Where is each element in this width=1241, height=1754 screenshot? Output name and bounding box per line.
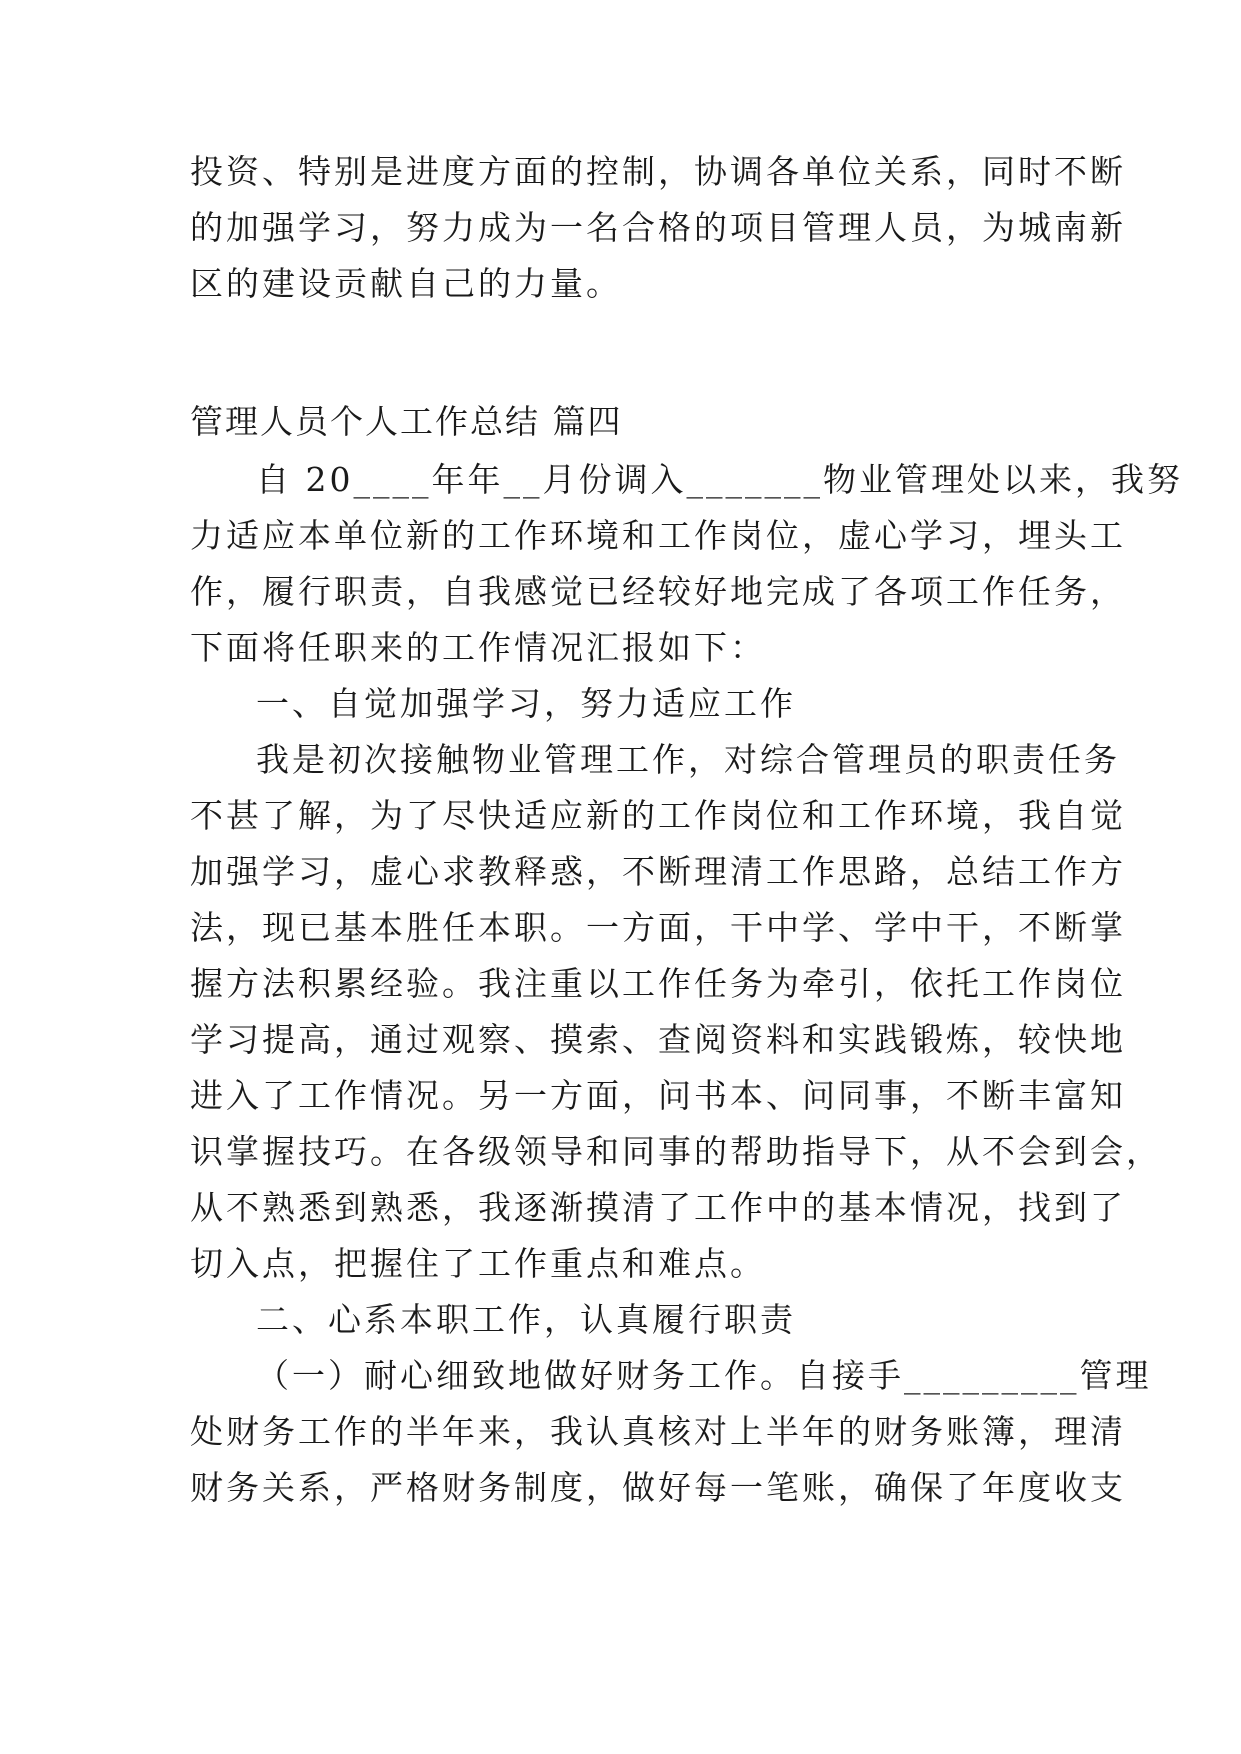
body-line-7: 不甚了解，为了尽快适应新的工作岗位和工作环境，我自觉	[190, 796, 1126, 835]
body-line-3: 作，履行职责，自我感觉已经较好地完成了各项工作任务，	[190, 572, 1126, 611]
body-heading-1: 一、自觉加强学习，努力适应工作	[256, 684, 796, 723]
body-line-6: 我是初次接触物业管理工作，对综合管理员的职责任务	[256, 740, 1120, 779]
body-line-11: 学习提高，通过观察、摸索、查阅资料和实践锻炼，较快地	[190, 1020, 1126, 1059]
body-line-4: 下面将任职来的工作情况汇报如下：	[190, 628, 766, 667]
intro-line-2: 的加强学习，努力成为一名合格的项目管理人员，为城南新	[190, 208, 1126, 247]
body-line-10: 握方法积累经验。我注重以工作任务为牵引，依托工作岗位	[190, 964, 1126, 1003]
body-line-13: 识掌握技巧。在各级领导和同事的帮助指导下，从不会到会，	[190, 1132, 1162, 1171]
body-line-17: （一）耐心细致地做好财务工作。自接手_________管理	[256, 1356, 1152, 1395]
body-heading-2: 二、心系本职工作，认真履行职责	[256, 1300, 796, 1339]
section-title-block	[190, 394, 1070, 450]
body-line-19: 财务关系，严格财务制度，做好每一笔账，确保了年度收支	[190, 1468, 1126, 1507]
body-line-9: 法，现已基本胜任本职。一方面，干中学、学中干，不断掌	[190, 908, 1126, 947]
intro-paragraph	[190, 144, 1126, 312]
body-line-14: 从不熟悉到熟悉，我逐渐摸清了工作中的基本情况，找到了	[190, 1188, 1126, 1227]
body-line-18: 处财务工作的半年来，我认真核对上半年的财务账簿，理清	[190, 1412, 1126, 1451]
section-title: 管理人员个人工作总结 篇四	[190, 402, 623, 441]
body-line-12: 进入了工作情况。另一方面，问书本、问同事，不断丰富知	[190, 1076, 1126, 1115]
intro-line-3: 区的建设贡献自己的力量。	[190, 264, 622, 303]
body-line-1: 自 20____年年__月份调入_______物业管理处以来，我努	[256, 460, 1183, 499]
body-line-8: 加强学习，虚心求教释惑，不断理清工作思路，总结工作方	[190, 852, 1126, 891]
intro-line-1: 投资、特别是进度方面的控制，协调各单位关系，同时不断	[190, 152, 1126, 191]
body-text	[190, 452, 1183, 1516]
body-line-15: 切入点，把握住了工作重点和难点。	[190, 1244, 766, 1283]
body-line-2: 力适应本单位新的工作环境和工作岗位，虚心学习，埋头工	[190, 516, 1126, 555]
